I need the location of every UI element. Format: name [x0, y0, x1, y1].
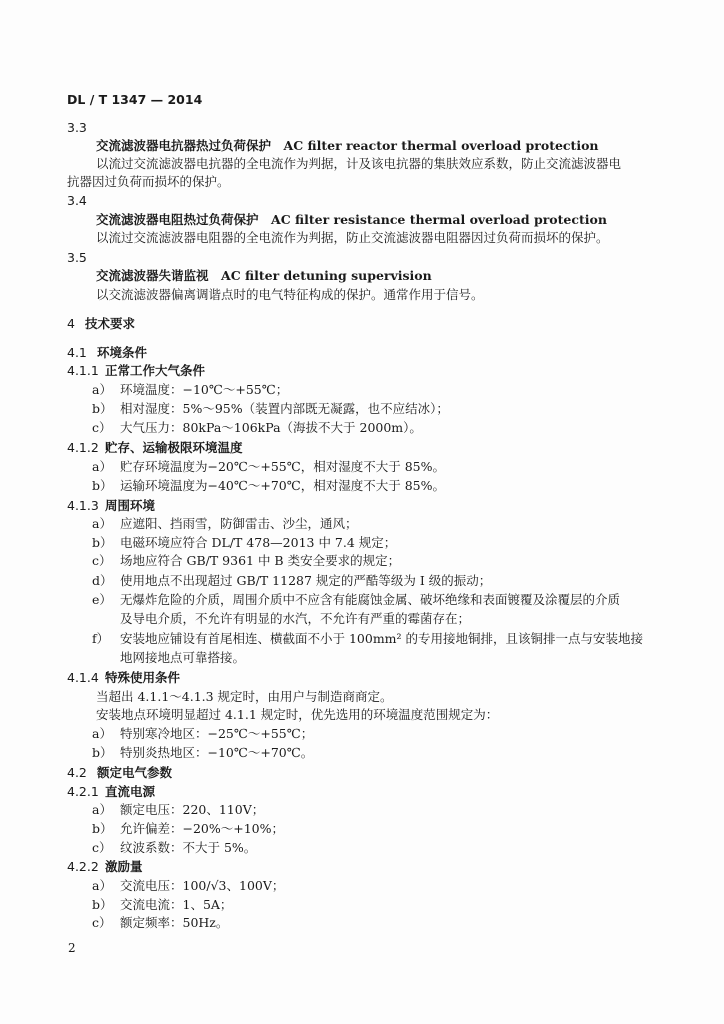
item-text: 应遮阳、挡雨雪，防御雷击、沙尘，通风； [120, 516, 358, 531]
item-text: 运输环境温度为−40℃～+70℃，相对湿度不大于 85%。 [120, 478, 445, 493]
item-text: 无爆炸危险的介质，周围介质中不应含有能腐蚀金属、破坏绝缘和表面镀覆及涂覆层的介质 [120, 592, 621, 607]
item-label: c） [92, 840, 112, 855]
clause-definition: 以交流滤波器偏离调谐点时的电气特征构成的保护。通常作用于信号。 [96, 287, 484, 302]
list-item [92, 915, 228, 931]
section-number: 4 [67, 316, 75, 331]
item-text: 使用地点不出现超过 GB/T 11287 规定的严酷等级为 I 级的振动； [120, 573, 492, 588]
item-text: 交流电压：100/√3、100V； [120, 878, 285, 893]
section-title: 环境条件 [97, 345, 148, 360]
clause-term: 交流滤波器电阻热过负荷保护 AC filter resistance thermal overload protection [96, 212, 607, 227]
item-label: b） [92, 478, 113, 493]
section-number: 4.2.2 [67, 859, 99, 874]
item-label: a） [92, 382, 112, 397]
item-label: d） [92, 573, 113, 588]
item-label: b） [92, 401, 113, 416]
clause-number: 3.5 [67, 250, 87, 265]
section-heading-4 [67, 316, 135, 332]
clause-number: 3.3 [67, 120, 87, 135]
list-item [92, 897, 232, 913]
section-heading-4-1-3 [67, 498, 155, 514]
list-item [92, 420, 422, 436]
item-text: 贮存环境温度为−20℃～+55℃，相对湿度不大于 85%。 [120, 459, 445, 474]
section-number: 4.1.2 [67, 440, 99, 455]
list-item [92, 553, 400, 569]
item-text: 环境温度：−10℃～+55℃； [120, 382, 289, 397]
section-number: 4.2.1 [67, 784, 99, 799]
section-number: 4.2 [67, 765, 87, 780]
page-number: 2 [68, 941, 76, 955]
list-item [92, 726, 313, 742]
item-text: 大气压力：80kPa～106kPa（海拔不大于 2000m）。 [120, 420, 422, 435]
list-item [92, 802, 264, 818]
item-label: a） [92, 802, 112, 817]
item-label: a） [92, 516, 112, 531]
list-item-continuation: 及导电介质，不允许有明显的水汽，不允许有严重的霉菌存在； [120, 611, 471, 626]
section-number: 4.1 [67, 345, 87, 360]
list-item [92, 840, 256, 856]
list-item [92, 745, 313, 761]
document-code: DL / T 1347 — 2014 [67, 92, 203, 107]
list-item [92, 535, 396, 551]
list-item-continuation: 地网接地点可靠搭接。 [120, 650, 246, 665]
section-title: 技术要求 [85, 316, 136, 331]
item-text: 电磁环境应符合 DL/T 478—2013 中 7.4 规定； [120, 535, 397, 550]
item-text: 允许偏差：−20%～+10%； [120, 821, 285, 836]
item-text: 纹波系数：不大于 5%。 [120, 840, 257, 855]
list-item [92, 821, 284, 837]
item-label: a） [92, 459, 112, 474]
item-label: b） [92, 535, 113, 550]
section-title: 周围环境 [105, 498, 156, 513]
clause-term: 交流滤波器失谐监视 AC filter detuning supervision [96, 268, 432, 283]
item-text: 相对湿度：5%～95%（装置内部既无凝露，也不应结冰）； [120, 401, 449, 416]
item-label: e） [92, 592, 112, 607]
item-label: a） [92, 726, 112, 741]
clause-term: 交流滤波器电抗器热过负荷保护 AC filter reactor thermal overload protection [96, 138, 599, 153]
section-heading-4-1-2 [67, 440, 243, 456]
section-heading-4-2-2 [67, 859, 143, 875]
section-title: 额定电气参数 [97, 765, 173, 780]
list-item [92, 478, 445, 494]
list-item [92, 878, 284, 894]
list-item [92, 382, 288, 398]
list-item [92, 516, 358, 532]
section-heading-4-1 [67, 345, 147, 361]
item-label: c） [92, 915, 112, 930]
clause-definition: 抗器因过负荷而损坏的保护。 [67, 174, 230, 189]
section-heading-4-1-1 [67, 363, 205, 379]
section-title: 正常工作大气条件 [105, 363, 206, 378]
paragraph: 当超出 4.1.1～4.1.3 规定时，由用户与制造商商定。 [96, 689, 393, 704]
item-label: b） [92, 821, 113, 836]
paragraph: 安装地点环境明显超过 4.1.1 规定时，优先选用的环境温度范围规定为： [96, 707, 499, 722]
clause-number: 3.4 [67, 193, 87, 208]
section-heading-4-2 [67, 765, 172, 781]
section-heading-4-2-1 [67, 784, 155, 800]
list-item [92, 459, 445, 475]
item-text: 安装地应铺设有首尾相连、横截面不小于 100mm² 的专用接地铜排，且该铜排一点与安装地接 [120, 631, 644, 646]
clause-definition: 以流过交流滤波器电阻器的全电流作为判据，防止交流滤波器电阻器因过负荷而损坏的保护。 [96, 230, 609, 245]
item-text: 额定频率：50Hz。 [120, 915, 229, 930]
section-title: 贮存、运输极限环境温度 [105, 440, 243, 455]
section-number: 4.1.4 [67, 670, 99, 685]
list-item [92, 401, 449, 417]
item-text: 特别寒冷地区：−25℃～+55℃； [120, 726, 314, 741]
list-item [92, 631, 643, 647]
list-item [92, 573, 491, 589]
item-label: a） [92, 878, 112, 893]
item-label: f） [92, 631, 110, 646]
item-label: c） [92, 553, 112, 568]
clause-definition: 以流过交流滤波器电抗器的全电流作为判据，计及该电抗器的集肤效应系数，防止交流滤波器电 [96, 156, 622, 171]
item-label: b） [92, 745, 113, 760]
section-number: 4.1.3 [67, 498, 99, 513]
item-label: c） [92, 420, 112, 435]
item-text: 特别炎热地区：−10℃～+70℃。 [120, 745, 314, 760]
item-label: b） [92, 897, 113, 912]
list-item [92, 592, 620, 608]
section-heading-4-1-4 [67, 670, 180, 686]
item-text: 场地应符合 GB/T 9361 中 B 类安全要求的规定； [120, 553, 401, 568]
section-number: 4.1.1 [67, 363, 99, 378]
item-text: 额定电压：220、110V； [120, 802, 265, 817]
section-title: 特殊使用条件 [105, 670, 181, 685]
item-text: 交流电流：1、5A； [120, 897, 233, 912]
section-title: 激励量 [105, 859, 143, 874]
section-title: 直流电源 [105, 784, 156, 799]
